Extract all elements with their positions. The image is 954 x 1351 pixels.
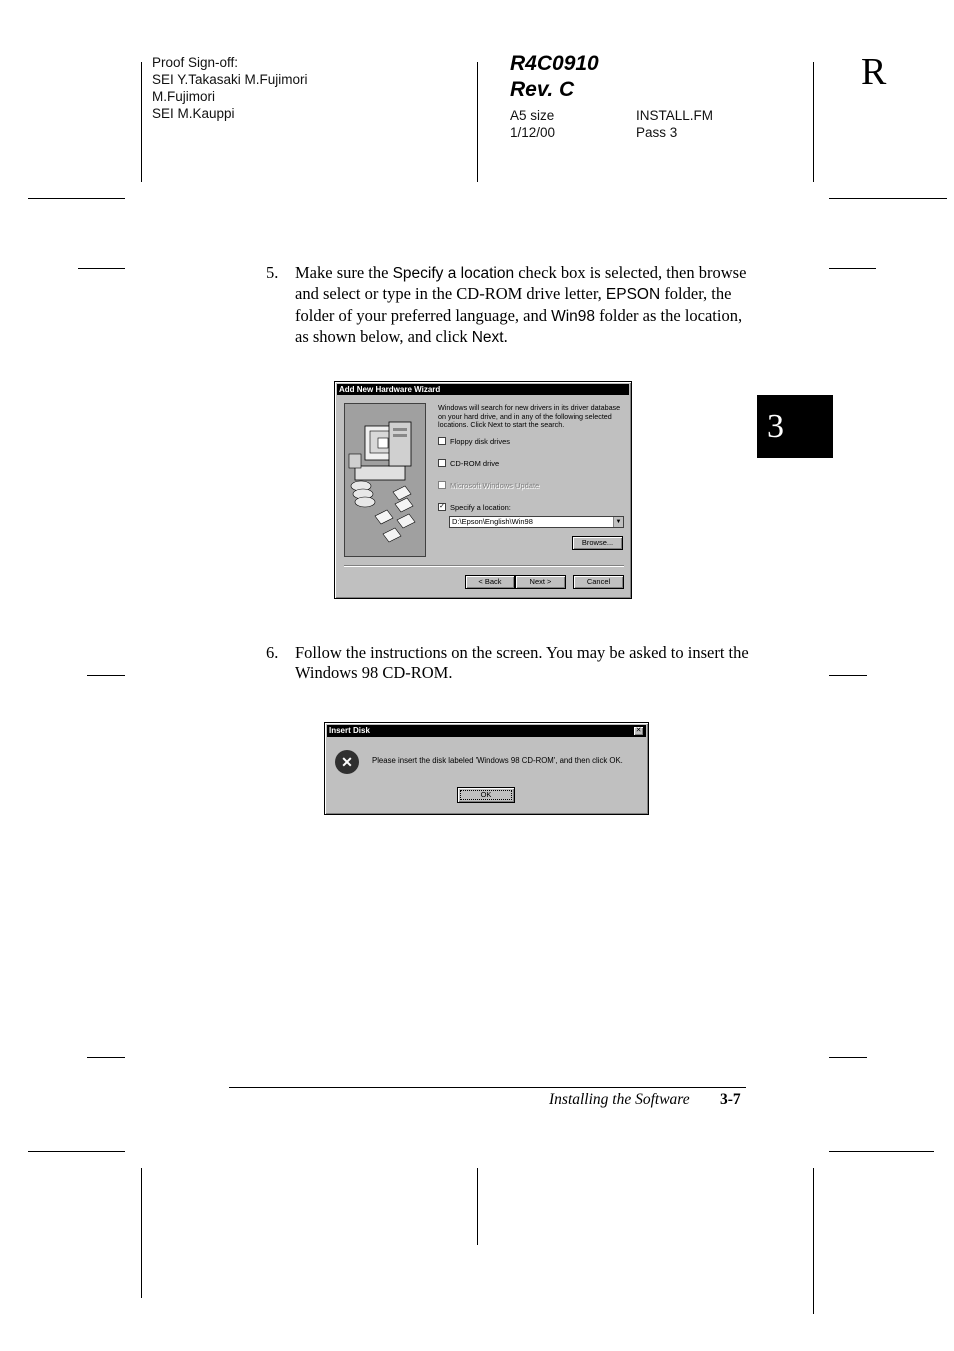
- check-icon: ✓: [439, 503, 445, 510]
- proof-signoff: [152, 54, 308, 122]
- insert-disk-dialog: [324, 722, 649, 815]
- page-number: 3-7: [720, 1091, 741, 1108]
- file-pass: [636, 107, 713, 141]
- dialog-title: [327, 725, 646, 737]
- cdrom-checkbox[interactable]: [438, 459, 446, 467]
- location-value: D:\Epson\English\Win98: [452, 517, 533, 526]
- specify-location-label: Specify a location:: [450, 503, 511, 512]
- crop-mark: [829, 1057, 867, 1058]
- crop-mark: [28, 1151, 125, 1152]
- ui-term: Specify a location: [392, 265, 515, 282]
- crop-mark: [829, 1151, 934, 1152]
- cancel-button[interactable]: Cancel: [573, 575, 624, 589]
- browse-button[interactable]: Browse...: [572, 536, 623, 550]
- footer-section-title: Installing the Software: [549, 1091, 690, 1108]
- crop-mark: [78, 268, 125, 269]
- separator: [344, 565, 624, 567]
- crop-mark: [829, 268, 876, 269]
- computer-icon: [345, 404, 425, 556]
- footer-rule: [229, 1087, 746, 1088]
- next-button[interactable]: Next >: [515, 575, 566, 589]
- code-line: R4C0910: [510, 52, 599, 75]
- crop-mark: [141, 62, 142, 182]
- text-run: Make sure the: [295, 263, 393, 282]
- crop-mark: [477, 62, 478, 182]
- step-text: Follow the instructions on the screen. You may be asked to insert the Windows 98 CD-ROM.: [295, 643, 749, 683]
- dropdown-arrow-icon[interactable]: ▼: [613, 517, 623, 527]
- crop-mark: [829, 198, 947, 199]
- wizard-illustration: [344, 403, 426, 557]
- ui-term: EPSON: [605, 286, 661, 304]
- wizard-intro-text: Windows will search for new drivers in its driver database on your hard drive, and in any of the following selected locations. Click Next to start the search.: [438, 403, 621, 430]
- crop-mark: [813, 62, 814, 182]
- crop-mark: [477, 1168, 478, 1245]
- corner-letter: R: [861, 51, 887, 93]
- proof-line: Proof Sign-off:: [152, 55, 239, 70]
- insert-disk-message: Please insert the disk labeled 'Windows 98 CD-ROM', and then click OK.: [372, 756, 623, 765]
- windows-update-label: Microsoft Windows Update: [450, 481, 540, 490]
- ok-button[interactable]: OK: [457, 787, 515, 803]
- step-number: 5.: [266, 263, 279, 282]
- crop-mark: [87, 1057, 125, 1058]
- close-icon[interactable]: ✕: [633, 726, 644, 736]
- step-text: [295, 263, 750, 348]
- floppy-label: Floppy disk drives: [450, 437, 511, 446]
- floppy-checkbox[interactable]: [438, 437, 446, 445]
- step-number: 6.: [266, 643, 279, 662]
- dialog-title: Add New Hardware Wizard: [337, 384, 629, 395]
- text-run: check box is selected, then browse and select or type in the CD-ROM drive letter,: [295, 263, 747, 304]
- proof-line: SEI Y.Takasaki M.Fujimori: [152, 72, 308, 87]
- ui-term: Win98: [551, 307, 596, 325]
- text-run: folder, the folder of your preferred language, and: [295, 284, 732, 325]
- text-run: .: [503, 326, 508, 346]
- proof-line: SEI M.Kauppi: [152, 106, 235, 121]
- dialog-title-text: Insert Disk: [329, 726, 370, 735]
- crop-mark: [28, 198, 125, 199]
- error-icon: ✕: [335, 750, 359, 774]
- revision-line: Rev. C: [510, 78, 575, 101]
- ui-term: Next: [471, 328, 504, 346]
- page-size: A5 size: [510, 108, 555, 123]
- file-name: INSTALL.FM: [636, 108, 714, 123]
- back-button[interactable]: < Back: [465, 575, 515, 589]
- windows-update-checkbox: [438, 481, 446, 489]
- crop-mark: [813, 1168, 814, 1314]
- print-date: 1/12/00: [510, 125, 556, 140]
- cdrom-label: CD-ROM drive: [450, 459, 500, 468]
- chapter-tab: 3: [757, 395, 833, 458]
- add-hardware-wizard-dialog: [334, 381, 632, 599]
- document-code: [510, 51, 599, 103]
- crop-mark: [141, 1168, 142, 1298]
- size-date: [510, 107, 555, 141]
- crop-mark: [829, 675, 867, 676]
- location-combobox[interactable]: [449, 516, 624, 528]
- pass-number: Pass 3: [636, 125, 678, 140]
- specify-location-checkbox[interactable]: [438, 503, 446, 511]
- crop-mark: [87, 675, 125, 676]
- text-run: folder as the location, as shown below, and click: [295, 305, 743, 346]
- proof-line: M.Fujimori: [152, 89, 215, 104]
